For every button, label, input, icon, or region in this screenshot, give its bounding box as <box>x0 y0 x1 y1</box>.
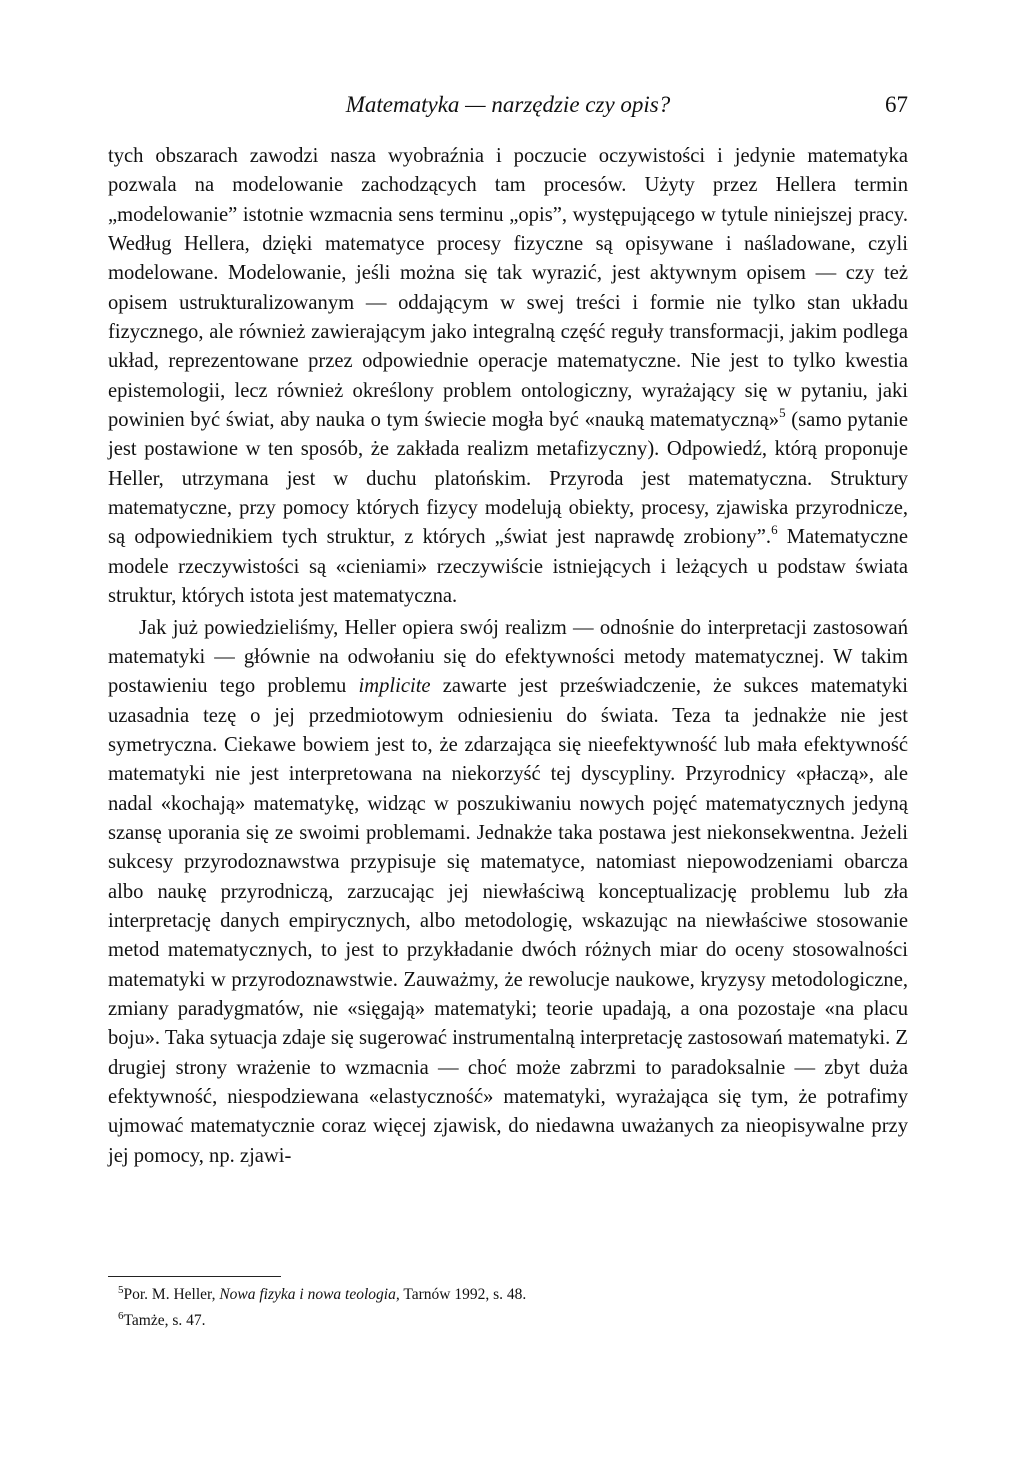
footnote-6: $^6$Tamże, s. 47. <box>118 1310 206 1329</box>
paragraph-1: tych obszarach zawodzi nasza wyobraźnia i poczucie oczywistości i jedynie matematyka pozwala na modelowanie zachodzących tam procesów. Użyty przez Hellera termin „modelowanie” istotnie wzmacnia sens terminu „opis”, występującego w tytule niniejszej pracy. Według Hellera, dzięki matematyce procesy fizyczne są opisywane i naśladowane, czyli modelowane. Modelowanie, jeśli można się tak wyrazić, jest aktywnym opisem — czy też opisem ustrukturalizowanym — oddającym w swej treści i formie nie tylko stan układu fizycznego, ale również zawierającym jako integralną część reguły transformacji, jakim podlega układ, reprezentowane przez odpowiednie operacje matematyczne. Nie jest to tylko kwestia epistemologii, lecz również określony problem ontologiczny, wyrażający się w pytaniu, jaki powinien być świat, aby nauka o tym świecie mogła być «nauką matematyczną»$^5$ (samo pytanie jest postawione w ten sposób, że zakłada realizm metafizyczny). Odpowiedź, którą proponuje Heller, utrzymana jest w duchu platońskim. Przyroda jest matematyczna. Struktury matematyczne, przy pomocy których fizycy modelują obiekty, procesy, zjawiska przyrodnicze, są odpowiednikiem tych struktur, z których „świat jest naprawdę zrobiony”.$^6$ Matematyczne modele rzeczywistości są «cieniami» rzeczywiście istniejących i leżących u podstaw świata struktur, których istota jest matematyczna. <box>108 145 908 608</box>
footnote-reference-5[interactable]: 5 <box>779 405 786 421</box>
cited-title: Nowa fizyka i nowa teologia, <box>219 1286 400 1303</box>
footnote-reference-6[interactable]: 6 <box>771 522 778 538</box>
footnote-mark: 6 <box>118 1310 124 1322</box>
footnotes <box>118 1282 818 1334</box>
page-header <box>108 92 908 122</box>
footnote-5: $^5$Por. M. Heller, Nowa fizyka i nowa teologia, Tarnów 1992, s. 48. <box>118 1284 527 1303</box>
italic-term: implicite <box>358 675 431 698</box>
running-title: Matematyka — narzędzie czy opis? <box>345 92 671 117</box>
footnote-divider <box>108 1276 281 1277</box>
page-number: 67 <box>885 92 908 117</box>
footnote-mark: 5 <box>118 1284 124 1296</box>
paragraph-2: Jak już powiedzieliśmy, Heller opiera swój realizm — odnośnie do interpretacji zastosowań matematyki — głównie na odwołaniu się do efektywności metody matematycznej. W takim postawieniu tego problemu implicite zawarte jest przeświadczenie, że sukces matematyki uzasadnia tezę o jej przedmiotowym odniesieniu do świata. Teza ta jednakże nie jest symetryczna. Ciekawe bowiem jest to, że zdarzająca się nieefektywność lub mała efektywność matematyki nie jest interpretowana na niekorzyść tej dyscypliny. Przyrodnicy «płaczą», ale nadal «kochają» matematykę, widząc w poszukiwaniu nowych pojęć matematycznych jedyną szansę uporania się ze swoimi problemami. Jednakże taka postawa jest niekonsekwentna. Jeżeli sukcesy przyrodoznawstwa przypisuje się matematyce, natomiast niepowodzeniami obarcza albo naukę przyrodniczą, zarzucając jej niewłaściwą konceptualizację problemu lub zła interpretację danych empirycznych, albo metodologię, wskazując na niewłaściwe stosowanie metod matematycznych, to jest to przykładanie dwóch różnych miar do oceny stosowalności matematyki w przyrodoznawstwie. Zauważmy, że rewolucje naukowe, kryzysy metodologiczne, zmiany paradygmatów, nie «sięgają» matematyki; teorie upadają, a ona pozostaje «na placu boju». Taka sytuacja zdaje się sugerować instrumentalną interpretację zastosowań matematyki. Z drugiej strony wrażenie to wzmacnia — choć może zabrzmi to paradoksalnie — zbyt duża efektywność, niespodziewana «elastyczność» matematyki, wyrażająca się tym, że potrafimy ujmować matematycznie coraz więcej zjawisk, do niedawna uważanych za nieopisywalne przy jej pomocy, np. zjawi- <box>108 616 908 1167</box>
body-text <box>108 142 908 1171</box>
